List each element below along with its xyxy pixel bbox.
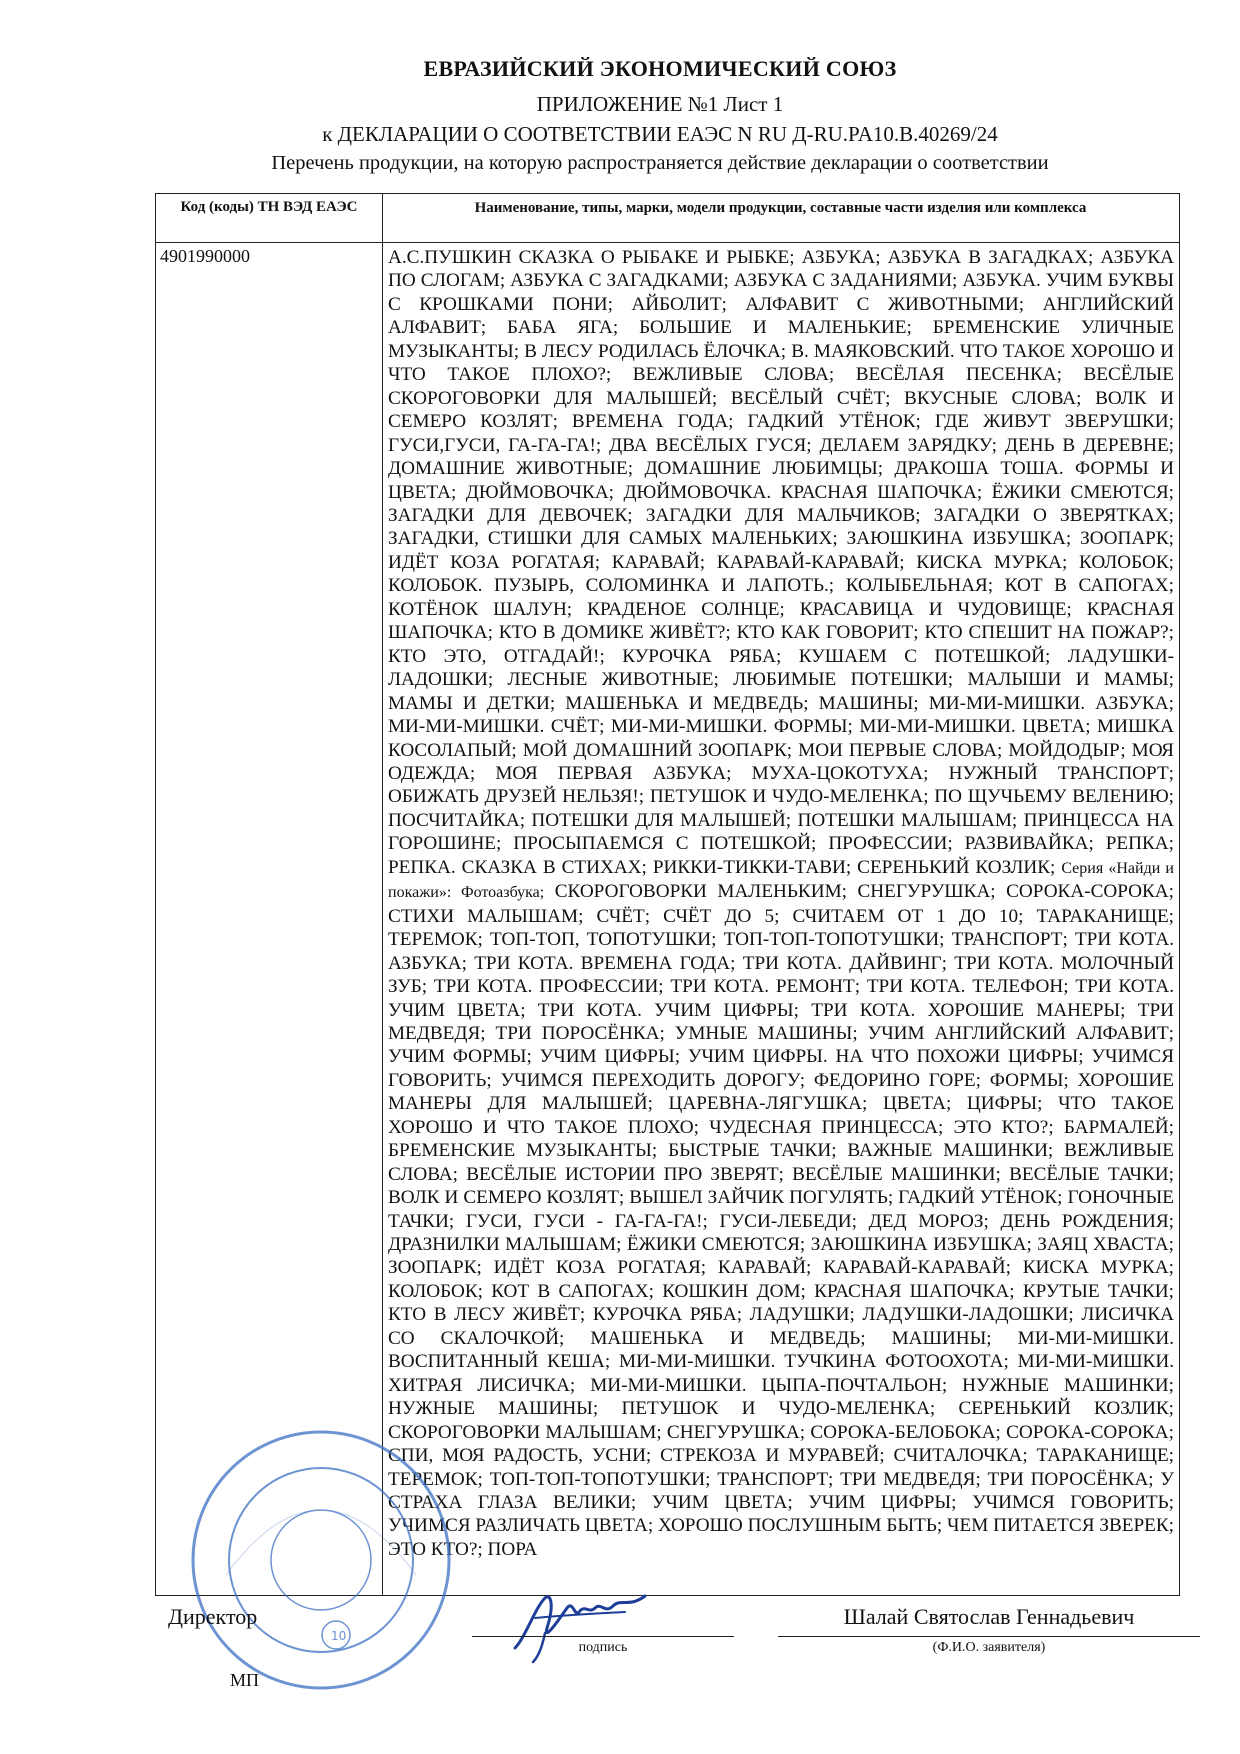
product-names-part1: А.С.ПУШКИН СКАЗКА О РЫБАКЕ И РЫБКЕ; АЗБУКА; АЗБУКА В ЗАГАДКАХ; АЗБУКА ПО СЛОГАМ; АЗБУКА С ЗАГАДКАМИ; АЗБУКА С ЗАДАНИЯМИ; АЗБУКА. УЧИМ БУКВЫ С КРОШКАМИ ПОНИ; АЙБОЛИТ; АЛФАВИТ С ЖИВОТНЫМИ; АНГЛИЙСКИЙ АЛФАВИТ; БАБА ЯГА; БОЛЬШИЕ И МАЛЕНЬКИЕ; БРЕМЕНСКИЕ УЛИЧНЫЕ МУЗЫКАНТЫ; В ЛЕСУ РОДИЛАСЬ ЁЛОЧКА; В. МАЯКОВСКИЙ. ЧТО ТАКОЕ ХОРОШО И ЧТО ТАКОЕ ПЛОХО?; ВЕЖЛИВЫЕ СЛОВА; ВЕСЁЛАЯ ПЕСЕНКА; ВЕСЁЛЫЕ СКОРОГОВОРКИ ДЛЯ МАЛЫШЕЙ; ВЕСЁЛЫЙ СЧЁТ; ВКУСНЫЕ СЛОВА; ВОЛК И СЕМЕРО КОЗЛЯТ; ВРЕМЕНА ГОДА; ГАДКИЙ УТЁНОК; ГДЕ ЖИВУТ ЗВЕРУШКИ; ГУСИ,ГУСИ, ГА-ГА-ГА!; ДВА ВЕСЁЛЫХ ГУСЯ; ДЕЛАЕМ ЗАРЯДКУ; ДЕНЬ В ДЕРЕВНЕ; ДОМАШНИЕ ЖИВОТНЫЕ; ДОМАШНИЕ ЛЮБИМЦЫ; ДРАКОША ТОША. ФОРМЫ И ЦВЕТА; ДЮЙМОВОЧКА; ДЮЙМОВОЧКА. КРАСНАЯ ШАПОЧКА; ЁЖИКИ СМЕЮТСЯ; ЗАГАДКИ ДЛЯ ДЕВОЧЕК; ЗАГАДКИ ДЛЯ МАЛЬЧИКОВ; ЗАГАДКИ О ЗВЕРЯТКАХ; ЗАГАДКИ, СТИШКИ ДЛЯ САМЫХ МАЛЕНЬКИХ; ЗАЮШКИНА ИЗБУШКА; ЗООПАРК; ИДЁТ КОЗА РОГАТАЯ; КАРАВАЙ; КАРАВАЙ-КАРАВАЙ; КИСКА МУРКА; КОЛОБОК; КОЛОБОК. ПУЗЫРЬ, СОЛОМИНКА И ЛАПОТЬ.; КОЛЫБЕЛЬНАЯ; КОТ В САПОГАХ; КОТЁНОК ШАЛУН; КРАДЕНОЕ СОЛНЦЕ; КРАСАВИЦА И ЧУДОВИЩЕ; КРАСНАЯ ШАПОЧКА; КТО В ДОМИКЕ ЖИВЁТ?; КТО КАК ГОВОРИТ; КТО СПЕШИТ НА ПОЖАР?; КТО ЭТО, ОТГАДАЙ!; КУРОЧКА РЯБА; КУШАЕМ С ПОТЕШКОЙ; ЛАДУШКИ-ЛАДОШКИ; ЛЕСНЫЕ ЖИВОТНЫЕ; ЛЮБИМЫЕ ПОТЕШКИ; МАЛЫШИ И МАМЫ; МАМЫ И ДЕТКИ; МАШЕНЬКА И МЕДВЕДЬ; МАШИНЫ; МИ-МИ-МИШКИ. АЗБУКА; МИ-МИ-МИШКИ. СЧЁТ; МИ-МИ-МИШКИ. ФОРМЫ; МИ-МИ-МИШКИ. ЦВЕТА; МИШКА КОСОЛАПЫЙ; МОЙ ДОМАШНИЙ ЗООПАРК; МОИ ПЕРВЫЕ СЛОВА; МОЙДОДЫР; МОЯ ОДЕЖДА; МОЯ ПЕРВАЯ АЗБУКА; МУХА-ЦОКОТУХА; НУЖНЫЙ ТРАНСПОРТ; ОБИЖАТЬ ДРУЗЕЙ НЕЛЬЗЯ!; ПЕТУШОК И ЧУДО-МЕЛЕНКА; ПО ЩУЧЬЕМУ ВЕЛЕНИЮ; ПОСЧИТАЙКА; ПОТЕШКИ ДЛЯ МАЛЫШЕЙ; ПОТЕШКИ МАЛЫШАМ; ПРИНЦЕССА НА ГОРОШИНЕ; ПРОСЫПАЕМСЯ С ПОТЕШКОЙ; ПРОФЕССИИ; РАЗВИВАЙКА; РЕПКА; РЕПКА. СКАЗКА В СТИХАХ; РИККИ-ТИККИ-ТАВИ; СЕРЕНЬКИЙ КОЗЛИК;: [388, 247, 1174, 878]
applicant-name: Шалай Святослав Геннадьевич: [843, 1604, 1135, 1629]
name-column-header: Наименование, типы, марки, модели продукции, составные части изделия или комплекса: [474, 200, 1087, 216]
product-list-caption: Перечень продукции, на которую распространяется действие декларации о соответствии: [271, 152, 1049, 174]
annex-title: ПРИЛОЖЕНИЕ №1 Лист 1: [536, 92, 784, 116]
svg-text:10: 10: [331, 1629, 347, 1643]
code-column-header: Код (коды) ТН ВЭД ЕАЭС: [180, 199, 358, 215]
seal-place-mark: МП: [230, 1670, 260, 1690]
product-names-cell: [388, 246, 1174, 1594]
header-divider: [156, 242, 1179, 243]
applicant-name-caption: (Ф.И.О. заявителя): [932, 1640, 1046, 1655]
signature-caption: подпись: [578, 1640, 628, 1655]
union-title: ЕВРАЗИЙСКИЙ ЭКОНОМИЧЕСКИЙ СОЮЗ: [423, 56, 897, 81]
column-divider: [382, 194, 383, 1595]
tnved-code-cell: 4901990000: [160, 246, 250, 266]
official-seal-stamp: [186, 1425, 456, 1695]
product-names-part2: СКОРОГОВОРКИ МАЛЕНЬКИМ; СНЕГУРУШКА; СОРОКА-СОРОКА; СТИХИ МАЛЫШАМ; СЧЁТ; СЧЁТ ДО 5; СЧИТАЕМ ОТ 1 ДО 10; ТАРАКАНИЩЕ; ТЕРЕМОК; ТОП-ТОП, ТОПОТУШКИ; ТОП-ТОП-ТОПОТУШКИ; ТРАНСПОРТ; ТРИ КОТА. АЗБУКА; ТРИ КОТА. ВРЕМЕНА ГОДА; ТРИ КОТА. ДАЙВИНГ; ТРИ КОТА. МОЛОЧНЫЙ ЗУБ; ТРИ КОТА. ПРОФЕССИИ; ТРИ КОТА. РЕМОНТ; ТРИ КОТА. ТЕЛЕФОН; ТРИ КОТА. УЧИМ ЦВЕТА; ТРИ КОТА. УЧИМ ЦИФРЫ; ТРИ КОТА. ХОРОШИЕ МАНЕРЫ; ТРИ МЕДВЕДЯ; ТРИ ПОРОСЁНКА; УМНЫЕ МАШИНЫ; УЧИМ АНГЛИЙСКИЙ АЛФАВИТ; УЧИМ ФОРМЫ; УЧИМ ЦИФРЫ; УЧИМ ЦИФРЫ. НА ЧТО ПОХОЖИ ЦИФРЫ; УЧИМСЯ ГОВОРИТЬ; УЧИМСЯ ПЕРЕХОДИТЬ ДОРОГУ; ФЕДОРИНО ГОРЕ; ФОРМЫ; ХОРОШИЕ МАНЕРЫ ДЛЯ МАЛЫШЕЙ; ЦАРЕВНА-ЛЯГУШКА; ЦВЕТА; ЦИФРЫ; ЧТО ТАКОЕ ХОРОШО И ЧТО ТАКОЕ ПЛОХО; ЧУДЕСНАЯ ПРИНЦЕССА; ЭТО КТО?; БАРМАЛЕЙ; БРЕМЕНСКИЕ МУЗЫКАНТЫ; БЫСТРЫЕ ТАЧКИ; ВАЖНЫЕ МАШИНКИ; ВЕЖЛИВЫЕ СЛОВА; ВЕСЁЛЫЕ ИСТОРИИ ПРО ЗВЕРЯТ; ВЕСЁЛЫЕ МАШИНКИ; ВЕСЁЛЫЕ ТАЧКИ; ВОЛК И СЕМЕРО КОЗЛЯТ; ВЫШЕЛ ЗАЙЧИК ПОГУЛЯТЬ; ГАДКИЙ УТЁНОК; ГОНОЧНЫЕ ТАЧКИ; ГУСИ, ГУСИ - ГА-ГА-ГА!; ГУСИ-ЛЕБЕДИ; ДЕД МОРОЗ; ДЕНЬ РОЖДЕНИЯ; ДРАЗНИЛКИ МАЛЫШАМ; ЁЖИКИ СМЕЮТСЯ; ЗАЮШКИНА ИЗБУШКА; ЗАЯЦ ХВАСТА; ЗООПАРК; ИДЁТ КОЗА РОГАТАЯ; КАРАВАЙ; КАРАВАЙ-КАРАВАЙ; КИСКА МУРКА; КОЛОБОК; КОТ В САПОГАХ; КОШКИН ДОМ; КРАСНАЯ ШАПОЧКА; КРУТЫЕ ТАЧКИ; КТО В ЛЕСУ ЖИВЁТ; КУРОЧКА РЯБА; ЛАДУШКИ; ЛАДУШКИ-ЛАДОШКИ; ЛИСИЧКА СО СКАЛОЧКОЙ; МАШЕНЬКА И МЕДВЕДЬ; МАШИНЫ; МИ-МИ-МИШКИ. ВОСПИТАННЫЙ КЕША; МИ-МИ-МИШКИ. ТУЧКИНА ФОТООХОТА; МИ-МИ-МИШКИ. ХИТРАЯ ЛИСИЧКА; МИ-МИ-МИШКИ. ЦЫПА-ПОЧТАЛЬОН; НУЖНЫЕ МАШИНКИ; НУЖНЫЕ МАШИНЫ; ПЕТУШОК И ЧУДО-МЕЛЕНКА; СЕРЕНЬКИЙ КОЗЛИК; СКОРОГОВОРКИ МАЛЫШАМ; СНЕГУРУШКА; СОРОКА-БЕЛОБОКА; СОРОКА-СОРОКА; СПИ, МОЯ РАДОСТЬ, УСНИ; СТРЕКОЗА И МУРАВЕЙ; СЧИТАЛОЧКА; ТАРАКАНИЩЕ; ТЕРЕМОК; ТОП-ТОП-ТОПОТУШКИ; ТРАНСПОРТ; ТРИ МЕДВЕДЯ; ТРИ ПОРОСЁНКА; У СТРАХА ГЛАЗА ВЕЛИКИ; УЧИМ ЦВЕТА; УЧИМ ЦИФРЫ; УЧИМСЯ ГОВОРИТЬ; УЧИМСЯ РАЗЛИЧАТЬ ЦВЕТА; ХОРОШО ПОСЛУШНЫМ БЫТЬ; ЧЕМ ПИТАЕТСЯ ЗВЕРЕК; ЭТО КТО?; ПОРА: [388, 881, 1174, 1560]
signature-line: [472, 1636, 734, 1637]
applicant-name-line: [778, 1636, 1200, 1637]
products-table: [155, 193, 1180, 1596]
signer-position: Директор: [168, 1604, 258, 1629]
declaration-reference: к ДЕКЛАРАЦИИ О СООТВЕТСТВИИ ЕАЭС N RU Д-RU.PA10.B.40269/24: [322, 122, 998, 146]
product-series-note: Серия «Найди и покажи»: Фотоазбука;: [388, 859, 1174, 902]
